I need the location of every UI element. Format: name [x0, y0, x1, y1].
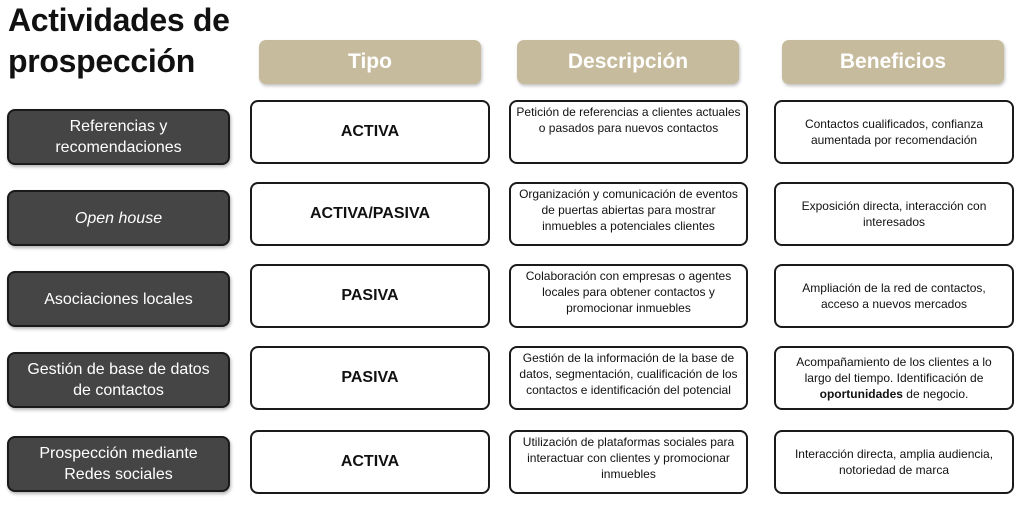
beneficios-cell: [774, 346, 1014, 410]
descripcion-cell: Gestión de la información de la base de datos, segmentación, cualificación de los contactos e identificación del potencial: [509, 346, 748, 410]
beneficios-text-pre: Acompañamiento de los clientes a lo largo del tiempo. Identificación de: [796, 355, 992, 385]
page-title-line-2: prospección: [8, 43, 195, 79]
column-header-beneficios: Beneficios: [782, 40, 1004, 84]
tipo-cell: PASIVA: [250, 264, 490, 328]
descripcion-cell: Petición de referencias a clientes actuales o pasados para nuevos contactos: [509, 100, 748, 164]
beneficios-cell: Contactos cualificados, confianza aumentada por recomendación: [774, 100, 1014, 164]
beneficios-text-post: de negocio.: [902, 387, 969, 401]
beneficios-text-bold: oportunidades: [819, 387, 903, 401]
beneficios-cell: Ampliación de la red de contactos, acceso a nuevos mercados: [774, 264, 1014, 328]
beneficios-cell: Exposición directa, interacción con interesados: [774, 182, 1014, 246]
activity-asociaciones: Asociaciones locales: [7, 271, 230, 327]
activity-referencias: Referencias y recomendaciones: [7, 109, 230, 165]
tipo-cell: ACTIVA/PASIVA: [250, 182, 490, 246]
activity-base-datos: Gestión de base de datos de contactos: [7, 352, 230, 408]
activity-open-house: Open house: [7, 190, 230, 246]
descripcion-cell: Organización y comunicación de eventos de puertas abiertas para mostrar inmuebles a potenciales clientes: [509, 182, 748, 246]
descripcion-cell: Utilización de plataformas sociales para interactuar con clientes y promocionar inmuebles: [509, 430, 748, 494]
beneficios-text: [782, 354, 1006, 402]
tipo-cell: PASIVA: [250, 346, 490, 410]
page-title: [8, 0, 230, 82]
beneficios-cell: Interacción directa, amplia audiencia, notoriedad de marca: [774, 430, 1014, 494]
activity-redes-sociales: Prospección mediante Redes sociales: [7, 436, 230, 492]
tipo-cell: ACTIVA: [250, 100, 490, 164]
column-header-descripcion: Descripción: [517, 40, 739, 84]
page-title-line-1: Actividades de: [8, 2, 230, 38]
descripcion-cell: Colaboración con empresas o agentes locales para obtener contactos y promocionar inmuebles: [509, 264, 748, 328]
tipo-cell: ACTIVA: [250, 430, 490, 494]
column-header-tipo: Tipo: [259, 40, 481, 84]
